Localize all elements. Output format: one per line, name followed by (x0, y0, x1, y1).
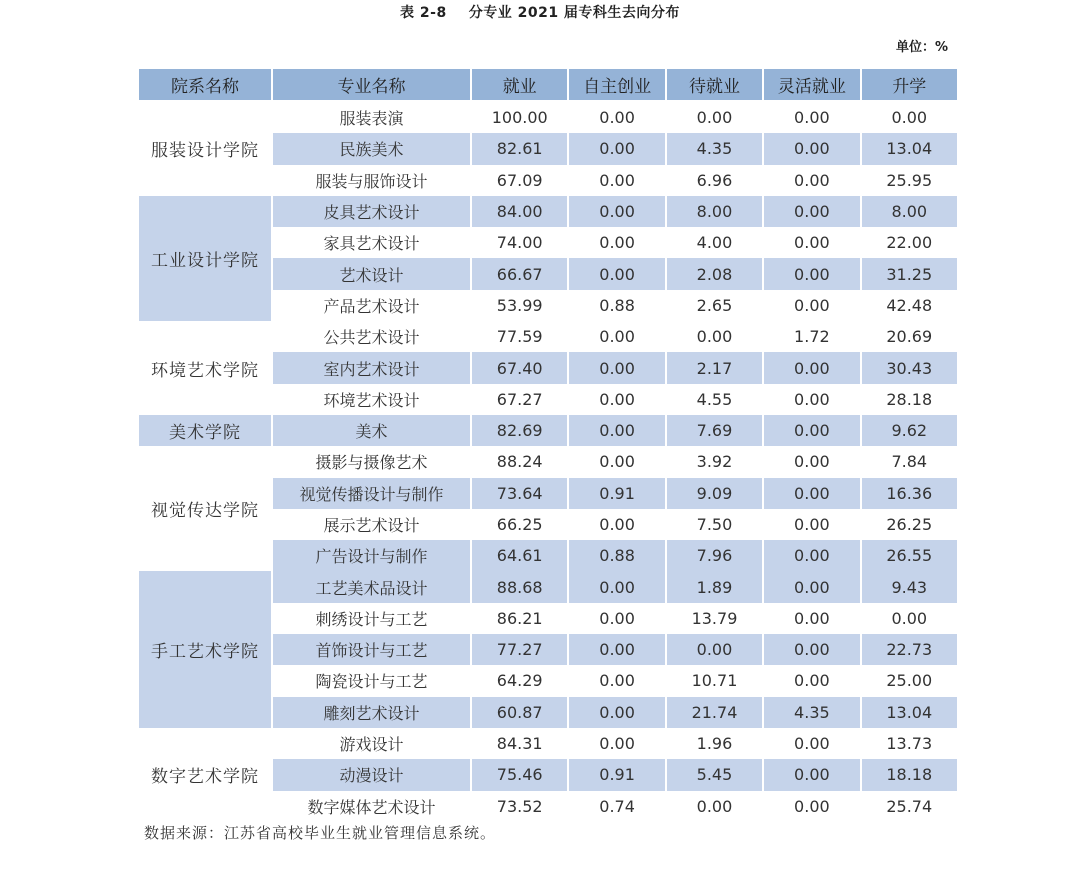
awaiting-cell: 3.92 (666, 446, 763, 477)
awaiting-cell: 0.00 (666, 321, 763, 352)
self-employed-cell: 0.00 (568, 101, 665, 133)
table-row (138, 728, 958, 759)
employed-cell: 67.40 (471, 352, 568, 383)
destination-table (137, 67, 959, 822)
table-number: 表 2-8 (400, 5, 447, 21)
flexible-cell: 0.00 (763, 352, 860, 383)
self-employed-cell: 0.00 (568, 665, 665, 696)
self-employed-cell: 0.91 (568, 759, 665, 790)
flexible-cell: 0.00 (763, 509, 860, 540)
header-employed: 就业 (471, 68, 568, 101)
major-name-cell: 皮具艺术设计 (272, 196, 471, 227)
employed-cell: 84.31 (471, 728, 568, 759)
flexible-cell: 0.00 (763, 101, 860, 133)
employed-cell: 84.00 (471, 196, 568, 227)
header-flexible: 灵活就业 (763, 68, 860, 101)
flexible-cell: 0.00 (763, 258, 860, 289)
self-employed-cell: 0.00 (568, 352, 665, 383)
awaiting-cell: 7.96 (666, 540, 763, 571)
awaiting-cell: 7.69 (666, 415, 763, 446)
major-name-cell: 视觉传播设计与制作 (272, 478, 471, 509)
employed-cell: 74.00 (471, 227, 568, 258)
table-row (138, 571, 958, 602)
major-name-cell: 美术 (272, 415, 471, 446)
flexible-cell: 0.00 (763, 415, 860, 446)
college-name-cell: 手工艺术学院 (138, 571, 272, 727)
flexible-cell: 0.00 (763, 665, 860, 696)
college-name-cell: 工业设计学院 (138, 196, 272, 321)
self-employed-cell: 0.00 (568, 165, 665, 196)
self-employed-cell: 0.00 (568, 697, 665, 728)
further-study-cell: 18.18 (861, 759, 958, 790)
college-name-cell: 视觉传达学院 (138, 446, 272, 571)
awaiting-cell: 6.96 (666, 165, 763, 196)
flexible-cell: 0.00 (763, 759, 860, 790)
awaiting-cell: 4.00 (666, 227, 763, 258)
further-study-cell: 28.18 (861, 384, 958, 415)
further-study-cell: 20.69 (861, 321, 958, 352)
employed-cell: 82.69 (471, 415, 568, 446)
self-employed-cell: 0.00 (568, 571, 665, 602)
major-name-cell: 民族美术 (272, 133, 471, 164)
awaiting-cell: 8.00 (666, 196, 763, 227)
employed-cell: 73.52 (471, 791, 568, 822)
header-awaiting: 待就业 (666, 68, 763, 101)
table-row (138, 415, 958, 446)
further-study-cell: 7.84 (861, 446, 958, 477)
awaiting-cell: 2.65 (666, 290, 763, 321)
awaiting-cell: 0.00 (666, 791, 763, 822)
employed-cell: 67.09 (471, 165, 568, 196)
header-self-employed: 自主创业 (568, 68, 665, 101)
employed-cell: 77.27 (471, 634, 568, 665)
major-name-cell: 摄影与摄像艺术 (272, 446, 471, 477)
major-name-cell: 展示艺术设计 (272, 509, 471, 540)
further-study-cell: 13.04 (861, 697, 958, 728)
flexible-cell: 0.00 (763, 446, 860, 477)
further-study-cell: 25.95 (861, 165, 958, 196)
self-employed-cell: 0.88 (568, 540, 665, 571)
data-source-note: 数据来源：江苏省高校毕业生就业管理信息系统。 (144, 824, 497, 842)
table-body (138, 101, 958, 822)
header-college: 院系名称 (138, 68, 272, 101)
self-employed-cell: 0.88 (568, 290, 665, 321)
college-name-cell: 数字艺术学院 (138, 728, 272, 822)
further-study-cell: 42.48 (861, 290, 958, 321)
flexible-cell: 0.00 (763, 634, 860, 665)
major-name-cell: 刺绣设计与工艺 (272, 603, 471, 634)
college-name-cell: 服装设计学院 (138, 101, 272, 196)
flexible-cell: 0.00 (763, 290, 860, 321)
awaiting-cell: 7.50 (666, 509, 763, 540)
major-name-cell: 环境艺术设计 (272, 384, 471, 415)
further-study-cell: 26.55 (861, 540, 958, 571)
flexible-cell: 0.00 (763, 791, 860, 822)
flexible-cell: 1.72 (763, 321, 860, 352)
flexible-cell: 0.00 (763, 603, 860, 634)
further-study-cell: 22.73 (861, 634, 958, 665)
awaiting-cell: 0.00 (666, 101, 763, 133)
self-employed-cell: 0.00 (568, 415, 665, 446)
college-name-cell: 环境艺术学院 (138, 321, 272, 415)
further-study-cell: 8.00 (861, 196, 958, 227)
flexible-cell: 0.00 (763, 571, 860, 602)
major-name-cell: 动漫设计 (272, 759, 471, 790)
employed-cell: 77.59 (471, 321, 568, 352)
awaiting-cell: 2.08 (666, 258, 763, 289)
further-study-cell: 31.25 (861, 258, 958, 289)
employed-cell: 66.67 (471, 258, 568, 289)
table-row (138, 446, 958, 477)
further-study-cell: 25.00 (861, 665, 958, 696)
table-row (138, 321, 958, 352)
self-employed-cell: 0.91 (568, 478, 665, 509)
further-study-cell: 25.74 (861, 791, 958, 822)
self-employed-cell: 0.00 (568, 133, 665, 164)
awaiting-cell: 2.17 (666, 352, 763, 383)
employed-cell: 82.61 (471, 133, 568, 164)
employed-cell: 73.64 (471, 478, 568, 509)
flexible-cell: 4.35 (763, 697, 860, 728)
further-study-cell: 0.00 (861, 603, 958, 634)
major-name-cell: 陶瓷设计与工艺 (272, 665, 471, 696)
table-caption: 分专业 2021 届专科生去向分布 (468, 5, 680, 21)
awaiting-cell: 5.45 (666, 759, 763, 790)
self-employed-cell: 0.00 (568, 509, 665, 540)
major-name-cell: 广告设计与制作 (272, 540, 471, 571)
flexible-cell: 0.00 (763, 133, 860, 164)
header-further-study: 升学 (861, 68, 958, 101)
employed-cell: 64.61 (471, 540, 568, 571)
employed-cell: 66.25 (471, 509, 568, 540)
self-employed-cell: 0.00 (568, 603, 665, 634)
self-employed-cell: 0.00 (568, 227, 665, 258)
table-row (138, 101, 958, 133)
further-study-cell: 9.62 (861, 415, 958, 446)
major-name-cell: 公共艺术设计 (272, 321, 471, 352)
employed-cell: 64.29 (471, 665, 568, 696)
major-name-cell: 游戏设计 (272, 728, 471, 759)
flexible-cell: 0.00 (763, 196, 860, 227)
self-employed-cell: 0.00 (568, 634, 665, 665)
awaiting-cell: 21.74 (666, 697, 763, 728)
employed-cell: 67.27 (471, 384, 568, 415)
self-employed-cell: 0.00 (568, 728, 665, 759)
self-employed-cell: 0.00 (568, 384, 665, 415)
further-study-cell: 13.73 (861, 728, 958, 759)
employed-cell: 75.46 (471, 759, 568, 790)
awaiting-cell: 4.35 (666, 133, 763, 164)
further-study-cell: 30.43 (861, 352, 958, 383)
major-name-cell: 服装表演 (272, 101, 471, 133)
further-study-cell: 16.36 (861, 478, 958, 509)
flexible-cell: 0.00 (763, 384, 860, 415)
table-title (0, 2, 1080, 22)
awaiting-cell: 9.09 (666, 478, 763, 509)
further-study-cell: 22.00 (861, 227, 958, 258)
employed-cell: 88.68 (471, 571, 568, 602)
table-row (138, 196, 958, 227)
self-employed-cell: 0.74 (568, 791, 665, 822)
major-name-cell: 首饰设计与工艺 (272, 634, 471, 665)
college-name-cell: 美术学院 (138, 415, 272, 446)
flexible-cell: 0.00 (763, 478, 860, 509)
self-employed-cell: 0.00 (568, 258, 665, 289)
table-header (138, 68, 958, 101)
flexible-cell: 0.00 (763, 227, 860, 258)
self-employed-cell: 0.00 (568, 446, 665, 477)
major-name-cell: 工艺美术品设计 (272, 571, 471, 602)
major-name-cell: 服装与服饰设计 (272, 165, 471, 196)
self-employed-cell: 0.00 (568, 321, 665, 352)
unit-label: 单位：% (895, 40, 948, 55)
further-study-cell: 26.25 (861, 509, 958, 540)
employed-cell: 86.21 (471, 603, 568, 634)
further-study-cell: 9.43 (861, 571, 958, 602)
header-major: 专业名称 (272, 68, 471, 101)
employed-cell: 53.99 (471, 290, 568, 321)
awaiting-cell: 10.71 (666, 665, 763, 696)
flexible-cell: 0.00 (763, 165, 860, 196)
flexible-cell: 0.00 (763, 540, 860, 571)
major-name-cell: 雕刻艺术设计 (272, 697, 471, 728)
awaiting-cell: 0.00 (666, 634, 763, 665)
major-name-cell: 产品艺术设计 (272, 290, 471, 321)
major-name-cell: 艺术设计 (272, 258, 471, 289)
major-name-cell: 数字媒体艺术设计 (272, 791, 471, 822)
awaiting-cell: 13.79 (666, 603, 763, 634)
awaiting-cell: 1.89 (666, 571, 763, 602)
employed-cell: 100.00 (471, 101, 568, 133)
further-study-cell: 0.00 (861, 101, 958, 133)
major-name-cell: 家具艺术设计 (272, 227, 471, 258)
employed-cell: 88.24 (471, 446, 568, 477)
flexible-cell: 0.00 (763, 728, 860, 759)
header-row (138, 68, 958, 101)
awaiting-cell: 1.96 (666, 728, 763, 759)
self-employed-cell: 0.00 (568, 196, 665, 227)
awaiting-cell: 4.55 (666, 384, 763, 415)
further-study-cell: 13.04 (861, 133, 958, 164)
major-name-cell: 室内艺术设计 (272, 352, 471, 383)
employed-cell: 60.87 (471, 697, 568, 728)
